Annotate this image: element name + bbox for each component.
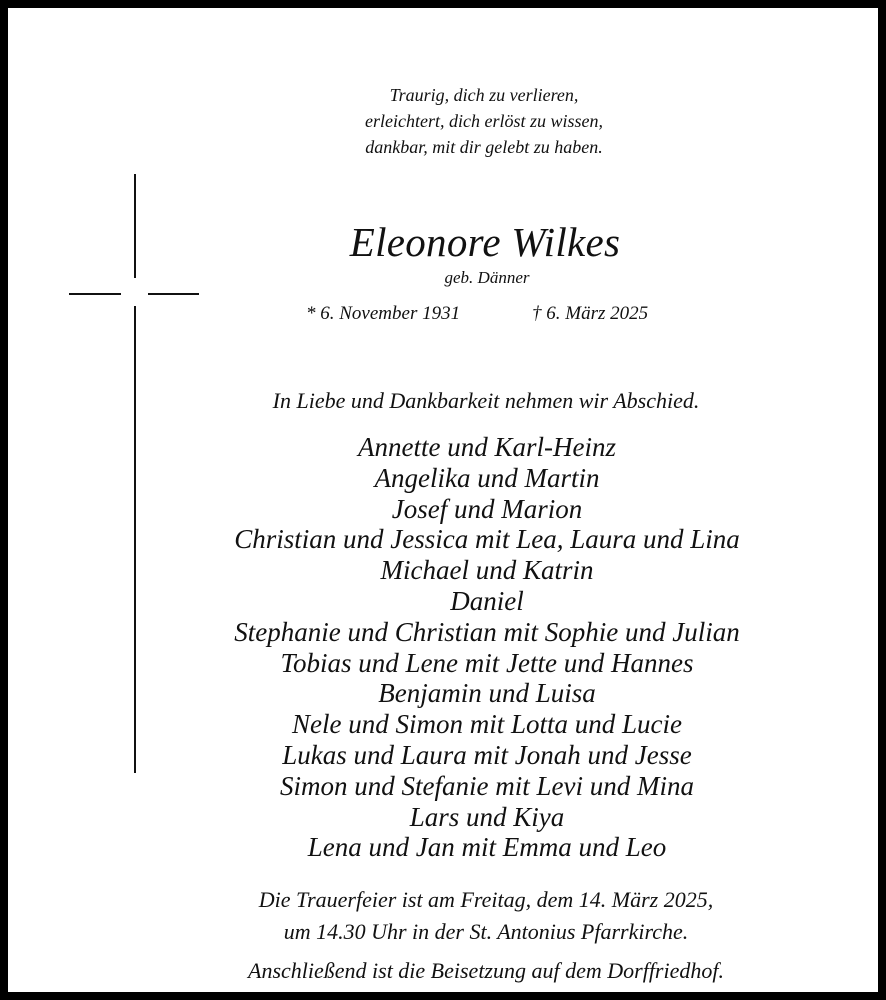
life-dates — [8, 300, 886, 328]
family-member-line: Christian und Jessica mit Lea, Laura und Lina — [234, 524, 740, 555]
death-date: † 6. März 2025 — [532, 303, 649, 324]
deceased-name: Eleonore Wilkes — [349, 219, 621, 265]
motto-line: Traurig, dich zu verlieren, — [389, 85, 579, 105]
family-member-line: Annette und Karl-Heinz — [358, 432, 616, 462]
family-member-line: Angelika und Martin — [374, 462, 600, 493]
family-member-line: Josef und Marion — [391, 493, 583, 524]
motto-line: erleichtert, dich erlöst zu wissen, — [365, 111, 603, 131]
cross-icon-horizontal-left — [69, 293, 121, 295]
family-member-line: Benjamin und Luisa — [378, 678, 596, 709]
family-member-line: Tobias und Lene mit Jette und Hannes — [280, 647, 694, 678]
family-member-line: Lena und Jan mit Emma und Leo — [307, 832, 667, 863]
motto-line: dankbar, mit dir gelebt zu haben. — [365, 137, 603, 157]
motto-verse — [41, 82, 886, 160]
family-member-line: Lars und Kiya — [409, 801, 565, 832]
family-member-line: Nele und Simon mit Lotta und Lucie — [292, 709, 682, 740]
family-member-line: Daniel — [450, 585, 524, 616]
family-member-line: Michael und Katrin — [380, 555, 594, 586]
farewell-line: In Liebe und Dankbarkeit nehmen wir Abschied. — [272, 388, 700, 413]
service-details — [43, 884, 886, 987]
birth-name: geb. Dänner — [444, 268, 530, 287]
family-member-line: Stephanie und Christian mit Sophie und Julian — [234, 616, 740, 647]
service-line: Anschließend ist die Beisetzung auf dem Dorffriedhof. — [248, 958, 724, 983]
family-member-line: Lukas und Laura mit Jonah und Jesse — [282, 739, 692, 770]
service-line: um 14.30 Uhr in der St. Antonius Pfarrkirche. — [283, 919, 689, 944]
family-member-line: Simon und Stefanie mit Levi und Mina — [280, 770, 694, 801]
cross-icon-horizontal-right — [148, 293, 199, 295]
family-list — [44, 432, 886, 863]
service-line: Die Trauerfeier ist am Freitag, dem 14. März 2025, — [258, 887, 714, 912]
birth-date: * 6. November 1931 — [306, 303, 461, 324]
